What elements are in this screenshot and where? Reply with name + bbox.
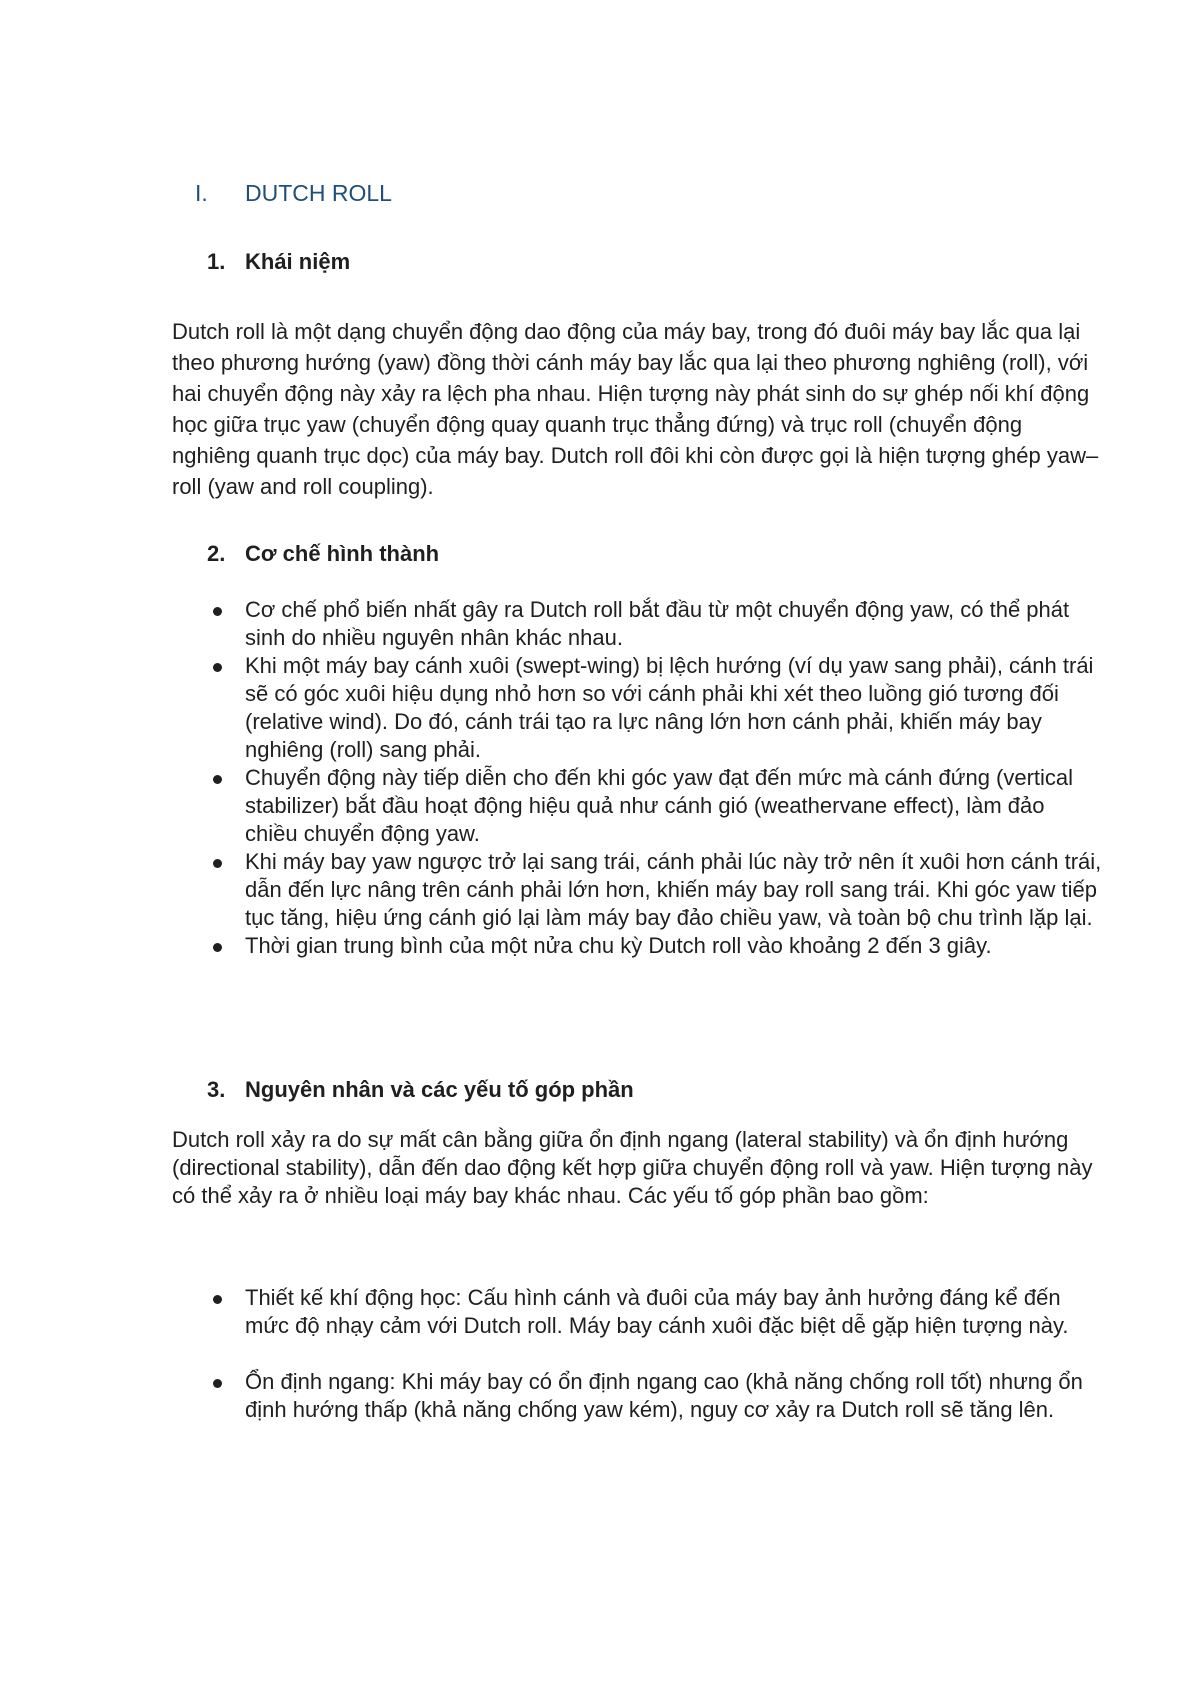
list-item: Khi một máy bay cánh xuôi (swept-wing) bị lệch hướng (ví dụ yaw sang phải), cánh trái sẽ có góc xuôi hiệu dụng nhỏ hơn so với cánh phải khi xét theo luồng gió tương đối (relative wind). Do đó, cánh trái tạo ra lực nâng lớn hơn cánh phải, khiến máy bay nghiêng (roll) sang phải. [212, 652, 1102, 764]
subheading-3-title: Nguyên nhân và các yếu tố góp phần [245, 1077, 634, 1102]
paragraph-causes: Dutch roll xảy ra do sự mất cân bằng giữa ổn định ngang (lateral stability) và ổn định hướng (directional stability), dẫn đến dao động kết hợp giữa chuyển động roll và yaw. Hiện tượng này có thể xảy ra ở nhiều loại máy bay khác nhau. Các yếu tố góp phần bao gồm: [172, 1127, 1093, 1208]
subheading-3-number: 3. [207, 1077, 226, 1102]
factors-list [212, 1284, 1102, 1424]
list-item: Thời gian trung bình của một nửa chu kỳ Dutch roll vào khoảng 2 đến 3 giây. [212, 932, 1102, 960]
bullet-icon [213, 775, 222, 784]
bullet-icon [213, 1295, 222, 1304]
bullet-icon [213, 663, 222, 672]
list-item: Khi máy bay yaw ngược trở lại sang trái, cánh phải lúc này trở nên ít xuôi hơn cánh trái, dẫn đến lực nâng trên cánh phải lớn hơn, khiến máy bay roll sang trái. Khi góc yaw tiếp tục tăng, hiệu ứng cánh gió lại làm máy bay đảo chiều yaw, và toàn bộ chu trình lặp lại. [212, 848, 1102, 932]
section-title: DUTCH ROLL [245, 180, 392, 206]
bullet-icon [213, 859, 222, 868]
subheading-1-number: 1. [207, 249, 226, 274]
subheading-1-title: Khái niệm [245, 249, 351, 274]
list-item: Chuyển động này tiếp diễn cho đến khi góc yaw đạt đến mức mà cánh đứng (vertical stabilizer) bắt đầu hoạt động hiệu quả như cánh gió (weathervane effect), làm đảo chiều chuyển động yaw. [212, 764, 1102, 848]
mechanism-list [212, 596, 1102, 960]
bullet-icon [213, 1379, 222, 1388]
subheading-1 [207, 249, 350, 275]
section-heading [195, 180, 392, 207]
subheading-3 [207, 1077, 634, 1103]
list-item: Cơ chế phổ biến nhất gây ra Dutch roll bắt đầu từ một chuyển động yaw, có thể phát sinh do nhiều nguyên nhân khác nhau. [212, 596, 1102, 652]
subheading-2-number: 2. [207, 541, 226, 566]
list-item: Thiết kế khí động học: Cấu hình cánh và đuôi của máy bay ảnh hưởng đáng kể đến mức độ nhạy cảm với Dutch roll. Máy bay cánh xuôi đặc biệt dễ gặp hiện tượng này. [212, 1284, 1102, 1340]
paragraph-definition: Dutch roll là một dạng chuyển động dao động của máy bay, trong đó đuôi máy bay lắc qua lại theo phương hướng (yaw) đồng thời cánh máy bay lắc qua lại theo phương nghiêng (roll), với hai chuyển động này xảy ra lệch pha nhau. Hiện tượng này phát sinh do sự ghép nối khí động học giữa trục yaw (chuyển động quay quanh trục thẳng đứng) và trục roll (chuyển động nghiêng quanh trục dọc) của máy bay. Dutch roll đôi khi còn được gọi là hiện tượng ghép yaw–roll (yaw and roll coupling). [172, 319, 1099, 499]
bullet-icon [213, 607, 222, 616]
subheading-2 [207, 541, 439, 567]
subheading-2-title: Cơ chế hình thành [245, 541, 440, 566]
list-item: Ổn định ngang: Khi máy bay có ổn định ngang cao (khả năng chống roll tốt) nhưng ổn định hướng thấp (khả năng chống yaw kém), nguy cơ xảy ra Dutch roll sẽ tăng lên. [212, 1368, 1102, 1424]
bullet-icon [213, 943, 222, 952]
section-number: I. [195, 180, 208, 206]
